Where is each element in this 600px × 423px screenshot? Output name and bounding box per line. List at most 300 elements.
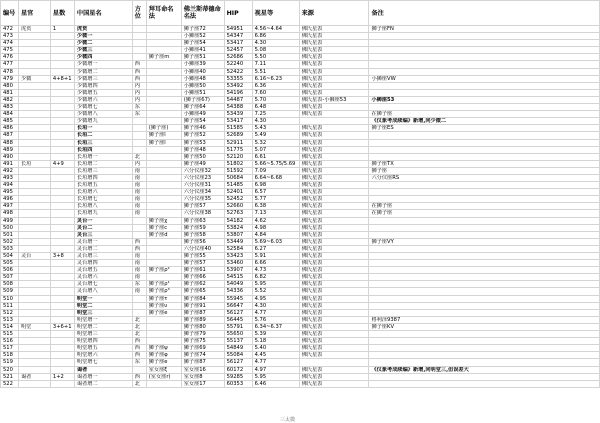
cell-source[interactable]: 佛氏星表 bbox=[299, 260, 369, 267]
cell-bayer[interactable]: 狮子座χ bbox=[146, 217, 181, 224]
cell-cn-name[interactable]: 少微增六 bbox=[74, 96, 132, 103]
table-row[interactable] bbox=[1, 352, 600, 359]
cell-mag[interactable]: 5.49 bbox=[252, 132, 299, 139]
table-row[interactable] bbox=[1, 260, 600, 267]
cell-count[interactable] bbox=[50, 153, 74, 160]
cell-count[interactable] bbox=[50, 224, 74, 231]
cell-bayer[interactable] bbox=[146, 89, 181, 96]
cell-dir[interactable]: 北 bbox=[132, 323, 146, 330]
cell-source[interactable]: 佛氏星表 bbox=[299, 125, 369, 132]
cell-note[interactable]: 在狮子座 bbox=[369, 210, 600, 217]
cell-no[interactable]: 497 bbox=[1, 203, 19, 210]
table-row[interactable] bbox=[1, 174, 600, 181]
cell-bayer[interactable] bbox=[146, 82, 181, 89]
cell-source[interactable]: 佛氏星表 bbox=[299, 182, 369, 189]
cell-hip[interactable]: 52452 bbox=[224, 196, 252, 203]
cell-dir[interactable]: 东 bbox=[132, 111, 146, 118]
cell-count[interactable] bbox=[50, 331, 74, 338]
cell-source[interactable]: 佛氏星表 bbox=[299, 146, 369, 153]
cell-source[interactable]: 佛氏星表 bbox=[299, 68, 369, 75]
table-row[interactable] bbox=[1, 210, 600, 217]
cell-cn-name[interactable]: 明堂增三 bbox=[74, 331, 132, 338]
cell-official[interactable] bbox=[18, 89, 50, 96]
cell-flamsteed[interactable]: 狮子座84 bbox=[181, 295, 224, 302]
cell-official[interactable] bbox=[18, 203, 50, 210]
table-row[interactable] bbox=[1, 189, 600, 196]
cell-no[interactable]: 482 bbox=[1, 96, 19, 103]
col-header-source[interactable]: 来源 bbox=[299, 1, 369, 26]
cell-hip[interactable]: 60172 bbox=[224, 366, 252, 373]
cell-flamsteed[interactable]: 狮子座72 bbox=[181, 26, 224, 33]
cell-count[interactable] bbox=[50, 167, 74, 174]
cell-mag[interactable]: 4.98 bbox=[252, 224, 299, 231]
cell-source[interactable]: 佛氏星表 bbox=[299, 47, 369, 54]
table-row[interactable] bbox=[1, 139, 600, 146]
cell-no[interactable]: 474 bbox=[1, 40, 19, 47]
cell-no[interactable]: 483 bbox=[1, 104, 19, 111]
cell-dir[interactable]: 西 bbox=[132, 338, 146, 345]
cell-cn-name[interactable]: 长垣增三 bbox=[74, 167, 132, 174]
cell-count[interactable] bbox=[50, 316, 74, 323]
cell-cn-name[interactable]: 灵台一 bbox=[74, 217, 132, 224]
col-header-bayer[interactable]: 拜耳命名法 bbox=[146, 1, 181, 26]
cell-bayer[interactable] bbox=[146, 316, 181, 323]
cell-count[interactable] bbox=[50, 274, 74, 281]
cell-dir[interactable]: 西 bbox=[132, 245, 146, 252]
cell-cn-name[interactable]: 长垣增五 bbox=[74, 182, 132, 189]
cell-mag[interactable]: 5.50 bbox=[252, 54, 299, 61]
cell-bayer[interactable] bbox=[146, 260, 181, 267]
cell-no[interactable]: 509 bbox=[1, 288, 19, 295]
cell-no[interactable]: 485 bbox=[1, 118, 19, 125]
cell-bayer[interactable] bbox=[146, 338, 181, 345]
table-row[interactable] bbox=[1, 111, 600, 118]
cell-count[interactable] bbox=[50, 366, 74, 373]
cell-note[interactable] bbox=[369, 47, 600, 54]
cell-note[interactable] bbox=[369, 61, 600, 68]
cell-cn-name[interactable]: 灵台二 bbox=[74, 224, 132, 231]
cell-flamsteed[interactable]: 狮子座79 bbox=[181, 331, 224, 338]
cell-mag[interactable]: 4.30 bbox=[252, 40, 299, 47]
cell-bayer[interactable] bbox=[146, 238, 181, 245]
cell-no[interactable]: 520 bbox=[1, 366, 19, 373]
cell-official[interactable] bbox=[18, 174, 50, 181]
cell-note[interactable] bbox=[369, 33, 600, 40]
cell-mag[interactable]: 4.84 bbox=[252, 231, 299, 238]
cell-bayer[interactable]: (狮子座) bbox=[146, 125, 181, 132]
cell-cn-name[interactable]: 少微增五 bbox=[74, 89, 132, 96]
col-header-flamsteed[interactable]: 佛兰斯蒂德命名法 bbox=[181, 1, 224, 26]
table-row[interactable] bbox=[1, 373, 600, 380]
cell-no[interactable]: 495 bbox=[1, 189, 19, 196]
cell-no[interactable]: 511 bbox=[1, 302, 19, 309]
cell-dir[interactable]: 南 bbox=[132, 174, 146, 181]
cell-mag[interactable]: 6.27 bbox=[252, 245, 299, 252]
cell-no[interactable]: 521 bbox=[1, 373, 19, 380]
cell-source[interactable]: 佛氏星表 bbox=[299, 196, 369, 203]
cell-bayer[interactable] bbox=[146, 104, 181, 111]
cell-flamsteed[interactable]: (狮子座67) bbox=[181, 96, 224, 103]
table-row[interactable] bbox=[1, 274, 600, 281]
cell-dir[interactable] bbox=[132, 217, 146, 224]
cell-bayer[interactable] bbox=[146, 210, 181, 217]
cell-mag[interactable]: 6.61 bbox=[252, 153, 299, 160]
cell-source[interactable]: 佛氏星表 bbox=[299, 61, 369, 68]
cell-mag[interactable]: 4.30 bbox=[252, 302, 299, 309]
cell-flamsteed[interactable]: 狮子座46 bbox=[181, 125, 224, 132]
cell-source[interactable]: 佛氏星表 bbox=[299, 245, 369, 252]
cell-mag[interactable]: 5.95 bbox=[252, 281, 299, 288]
cell-hip[interactable]: 53807 bbox=[224, 231, 252, 238]
cell-flamsteed[interactable]: 狮子座69 bbox=[181, 345, 224, 352]
cell-dir[interactable]: 北 bbox=[132, 153, 146, 160]
cell-flamsteed[interactable]: 小狮座49 bbox=[181, 111, 224, 118]
cell-mag[interactable]: 5.91 bbox=[252, 253, 299, 260]
cell-no[interactable]: 498 bbox=[1, 210, 19, 217]
cell-no[interactable]: 473 bbox=[1, 33, 19, 40]
cell-flamsteed[interactable]: 狮子座49 bbox=[181, 160, 224, 167]
cell-no[interactable]: 500 bbox=[1, 224, 19, 231]
cell-hip[interactable]: 53439 bbox=[224, 111, 252, 118]
cell-count[interactable] bbox=[50, 267, 74, 274]
cell-flamsteed[interactable]: 狮子座50 bbox=[181, 153, 224, 160]
cell-mag[interactable]: 5.43 bbox=[252, 125, 299, 132]
cell-dir[interactable]: 东 bbox=[132, 281, 146, 288]
cell-no[interactable]: 518 bbox=[1, 352, 19, 359]
cell-mag[interactable]: 4.95 bbox=[252, 295, 299, 302]
cell-official[interactable] bbox=[18, 68, 50, 75]
cell-no[interactable]: 489 bbox=[1, 146, 19, 153]
cell-count[interactable] bbox=[50, 118, 74, 125]
cell-hip[interactable]: 51485 bbox=[224, 182, 252, 189]
cell-dir[interactable]: 南 bbox=[132, 189, 146, 196]
cell-flamsteed[interactable]: 六分仪座31 bbox=[181, 182, 224, 189]
cell-official[interactable] bbox=[18, 153, 50, 160]
cell-dir[interactable] bbox=[132, 309, 146, 316]
cell-cn-name[interactable]: 明堂增五 bbox=[74, 345, 132, 352]
cell-hip[interactable]: 54182 bbox=[224, 217, 252, 224]
cell-source[interactable]: 佛氏星表 bbox=[299, 267, 369, 274]
cell-count[interactable] bbox=[50, 40, 74, 47]
cell-hip[interactable]: 55137 bbox=[224, 338, 252, 345]
cell-hip[interactable]: 53423 bbox=[224, 253, 252, 260]
table-row[interactable] bbox=[1, 47, 600, 54]
col-header-dir[interactable]: 方位 bbox=[132, 1, 146, 26]
cell-mag[interactable]: 4.30 bbox=[252, 118, 299, 125]
col-header-note[interactable]: 备注 bbox=[369, 1, 600, 26]
cell-mag[interactable]: 6.36 bbox=[252, 82, 299, 89]
table-row[interactable] bbox=[1, 253, 600, 260]
cell-source[interactable]: 佛氏星表 bbox=[299, 231, 369, 238]
table-row[interactable] bbox=[1, 68, 600, 75]
table-row[interactable] bbox=[1, 345, 600, 352]
cell-mag[interactable]: 4.62 bbox=[252, 217, 299, 224]
cell-count[interactable] bbox=[50, 380, 74, 387]
cell-note[interactable] bbox=[369, 288, 600, 295]
cell-bayer[interactable]: 狮子座m bbox=[146, 54, 181, 61]
cell-mag[interactable]: 6.16~6.23 bbox=[252, 75, 299, 82]
cell-no[interactable]: 522 bbox=[1, 380, 19, 387]
table-row[interactable] bbox=[1, 160, 600, 167]
cell-source[interactable]: 佛氏星表 bbox=[299, 302, 369, 309]
cell-hip[interactable]: 54336 bbox=[224, 288, 252, 295]
cell-note[interactable] bbox=[369, 224, 600, 231]
cell-source[interactable]: 佛氏星表 bbox=[299, 139, 369, 146]
cell-mag[interactable]: 6.64~6.68 bbox=[252, 174, 299, 181]
cell-bayer[interactable]: 狮子座c bbox=[146, 224, 181, 231]
cell-mag[interactable]: 4.73 bbox=[252, 267, 299, 274]
cell-flamsteed[interactable]: 六分仪座23 bbox=[181, 174, 224, 181]
cell-count[interactable] bbox=[50, 47, 74, 54]
cell-dir[interactable]: 西 bbox=[132, 68, 146, 75]
cell-mag[interactable]: 4.77 bbox=[252, 309, 299, 316]
cell-flamsteed[interactable]: 狮子座63 bbox=[181, 217, 224, 224]
table-row[interactable] bbox=[1, 118, 600, 125]
cell-no[interactable]: 516 bbox=[1, 338, 19, 345]
cell-flamsteed[interactable]: 室女座16 bbox=[181, 366, 224, 373]
cell-source[interactable]: 佛氏星表 bbox=[299, 380, 369, 387]
table-row[interactable] bbox=[1, 203, 600, 210]
table-row[interactable] bbox=[1, 295, 600, 302]
cell-count[interactable] bbox=[50, 281, 74, 288]
cell-mag[interactable]: 5.07 bbox=[252, 146, 299, 153]
cell-cn-name[interactable]: 明堂增一 bbox=[74, 316, 132, 323]
cell-source[interactable]: 佛氏星表 bbox=[299, 238, 369, 245]
cell-note[interactable]: 狮子座KV bbox=[369, 323, 600, 330]
cell-source[interactable] bbox=[299, 118, 369, 125]
cell-flamsteed[interactable]: 狮子座56 bbox=[181, 238, 224, 245]
cell-no[interactable]: 513 bbox=[1, 316, 19, 323]
cell-mag[interactable]: 5.51 bbox=[252, 68, 299, 75]
table-row[interactable] bbox=[1, 281, 600, 288]
cell-cn-name[interactable]: 少微四 bbox=[74, 54, 132, 61]
cell-bayer[interactable] bbox=[146, 153, 181, 160]
cell-dir[interactable] bbox=[132, 26, 146, 33]
cell-official[interactable] bbox=[18, 104, 50, 111]
cell-mag[interactable]: 6.82 bbox=[252, 274, 299, 281]
cell-official[interactable] bbox=[18, 139, 50, 146]
cell-flamsteed[interactable]: 狮子座62 bbox=[181, 281, 224, 288]
cell-count[interactable] bbox=[50, 245, 74, 252]
cell-dir[interactable] bbox=[132, 139, 146, 146]
cell-official[interactable]: 虎贲 bbox=[18, 26, 50, 33]
cell-dir[interactable] bbox=[132, 47, 146, 54]
cell-official[interactable] bbox=[18, 309, 50, 316]
cell-count[interactable] bbox=[50, 174, 74, 181]
cell-bayer[interactable] bbox=[146, 323, 181, 330]
table-row[interactable] bbox=[1, 75, 600, 82]
table-row[interactable] bbox=[1, 40, 600, 47]
cell-cn-name[interactable]: 长垣增九 bbox=[74, 210, 132, 217]
cell-dir[interactable]: 南 bbox=[132, 182, 146, 189]
cell-hip[interactable]: 55650 bbox=[224, 331, 252, 338]
cell-bayer[interactable] bbox=[146, 203, 181, 210]
cell-hip[interactable]: 53417 bbox=[224, 40, 252, 47]
cell-flamsteed[interactable]: 六分仪座32 bbox=[181, 167, 224, 174]
cell-source[interactable]: 佛氏星表 bbox=[299, 281, 369, 288]
cell-dir[interactable]: 南 bbox=[132, 288, 146, 295]
cell-cn-name[interactable]: 谒者增一 bbox=[74, 373, 132, 380]
table-row[interactable] bbox=[1, 316, 600, 323]
cell-mag[interactable]: 5.52 bbox=[252, 288, 299, 295]
cell-no[interactable]: 507 bbox=[1, 274, 19, 281]
table-row[interactable] bbox=[1, 61, 600, 68]
cell-official[interactable] bbox=[18, 274, 50, 281]
cell-flamsteed[interactable]: 六分仪座38 bbox=[181, 210, 224, 217]
cell-count[interactable] bbox=[50, 104, 74, 111]
cell-dir[interactable] bbox=[132, 231, 146, 238]
cell-mag[interactable]: 7.25 bbox=[252, 111, 299, 118]
cell-dir[interactable]: 西 bbox=[132, 61, 146, 68]
cell-source[interactable]: 佛氏星表 bbox=[299, 373, 369, 380]
cell-official[interactable] bbox=[18, 61, 50, 68]
cell-mag[interactable]: 4.56~4.64 bbox=[252, 26, 299, 33]
cell-note[interactable] bbox=[369, 196, 600, 203]
cell-flamsteed[interactable]: 六分仪座35 bbox=[181, 196, 224, 203]
cell-count[interactable] bbox=[50, 54, 74, 61]
cell-dir[interactable] bbox=[132, 54, 146, 61]
cell-dir[interactable]: 内 bbox=[132, 82, 146, 89]
cell-note[interactable] bbox=[369, 245, 600, 252]
table-row[interactable] bbox=[1, 338, 600, 345]
cell-source[interactable]: 佛氏星表 bbox=[299, 345, 369, 352]
cell-cn-name[interactable]: 少微增二 bbox=[74, 68, 132, 75]
table-row[interactable] bbox=[1, 331, 600, 338]
cell-hip[interactable]: 53824 bbox=[224, 224, 252, 231]
cell-source[interactable]: 佛氏星表 bbox=[299, 26, 369, 33]
cell-flamsteed[interactable]: 狮子座55 bbox=[181, 253, 224, 260]
cell-flamsteed[interactable]: 狮子座91 bbox=[181, 302, 224, 309]
cell-bayer[interactable] bbox=[146, 33, 181, 40]
table-row[interactable] bbox=[1, 33, 600, 40]
cell-count[interactable] bbox=[50, 146, 74, 153]
cell-mag[interactable]: 5.40 bbox=[252, 345, 299, 352]
cell-official[interactable] bbox=[18, 47, 50, 54]
cell-dir[interactable] bbox=[132, 146, 146, 153]
cell-mag[interactable]: 4.45 bbox=[252, 352, 299, 359]
cell-no[interactable]: 517 bbox=[1, 345, 19, 352]
cell-note[interactable] bbox=[369, 54, 600, 61]
cell-hip[interactable]: 52660 bbox=[224, 203, 252, 210]
table-row[interactable] bbox=[1, 238, 600, 245]
cell-count[interactable] bbox=[50, 302, 74, 309]
cell-count[interactable]: 4+8+1 bbox=[50, 75, 74, 82]
cell-count[interactable] bbox=[50, 345, 74, 352]
cell-note[interactable] bbox=[369, 89, 600, 96]
cell-bayer[interactable] bbox=[146, 331, 181, 338]
cell-cn-name[interactable]: 长垣增六 bbox=[74, 189, 132, 196]
cell-official[interactable] bbox=[18, 182, 50, 189]
cell-flamsteed[interactable]: 六分仪座34 bbox=[181, 189, 224, 196]
cell-source[interactable]: 佛氏星表 bbox=[299, 203, 369, 210]
cell-no[interactable]: 504 bbox=[1, 253, 19, 260]
cell-count[interactable] bbox=[50, 82, 74, 89]
cell-note[interactable]: 小狮座53 bbox=[369, 96, 600, 103]
cell-official[interactable] bbox=[18, 189, 50, 196]
cell-official[interactable] bbox=[18, 231, 50, 238]
cell-note[interactable] bbox=[369, 345, 600, 352]
cell-cn-name[interactable]: 明堂增四 bbox=[74, 338, 132, 345]
cell-no[interactable]: 476 bbox=[1, 54, 19, 61]
cell-count[interactable] bbox=[50, 132, 74, 139]
cell-hip[interactable]: 52763 bbox=[224, 210, 252, 217]
cell-source[interactable]: 佛氏星表 bbox=[299, 174, 369, 181]
cell-bayer[interactable]: 狮子座d bbox=[146, 231, 181, 238]
cell-mag[interactable]: 6.57 bbox=[252, 189, 299, 196]
cell-bayer[interactable]: 狮子座ψ bbox=[146, 345, 181, 352]
cell-dir[interactable]: 南 bbox=[132, 167, 146, 174]
cell-bayer[interactable]: (室女座r) bbox=[146, 373, 181, 380]
cell-no[interactable]: 502 bbox=[1, 238, 19, 245]
table-row[interactable] bbox=[1, 54, 600, 61]
cell-hip[interactable]: 52457 bbox=[224, 47, 252, 54]
cell-source[interactable]: 佛氏星表 bbox=[299, 274, 369, 281]
cell-cn-name[interactable]: 灵台三 bbox=[74, 231, 132, 238]
cell-dir[interactable]: 北 bbox=[132, 331, 146, 338]
cell-no[interactable]: 519 bbox=[1, 359, 19, 366]
cell-hip[interactable]: 54196 bbox=[224, 89, 252, 96]
cell-count[interactable]: 3+6+1 bbox=[50, 323, 74, 330]
table-row[interactable] bbox=[1, 231, 600, 238]
cell-hip[interactable]: 60353 bbox=[224, 380, 252, 387]
cell-count[interactable] bbox=[50, 33, 74, 40]
cell-cn-name[interactable]: 灵台增八 bbox=[74, 288, 132, 295]
table-row[interactable] bbox=[1, 309, 600, 316]
table-row[interactable] bbox=[1, 323, 600, 330]
cell-mag[interactable]: 5.08 bbox=[252, 47, 299, 54]
cell-source[interactable]: 佛氏星表 bbox=[299, 316, 369, 323]
cell-source[interactable]: 佛氏星表 bbox=[299, 75, 369, 82]
table-row[interactable] bbox=[1, 89, 600, 96]
cell-official[interactable] bbox=[18, 224, 50, 231]
cell-note[interactable] bbox=[369, 82, 600, 89]
cell-flamsteed[interactable]: 小狮座51 bbox=[181, 89, 224, 96]
cell-official[interactable] bbox=[18, 302, 50, 309]
cell-flamsteed[interactable]: 狮子座87 bbox=[181, 309, 224, 316]
cell-no[interactable]: 496 bbox=[1, 196, 19, 203]
cell-bayer[interactable] bbox=[146, 96, 181, 103]
cell-bayer[interactable] bbox=[146, 189, 181, 196]
cell-mag[interactable]: 5.95 bbox=[252, 373, 299, 380]
cell-count[interactable] bbox=[50, 96, 74, 103]
cell-cn-name[interactable]: 长垣四 bbox=[74, 146, 132, 153]
cell-no[interactable]: 484 bbox=[1, 111, 19, 118]
table-row[interactable] bbox=[1, 167, 600, 174]
cell-flamsteed[interactable]: 室女座17 bbox=[181, 380, 224, 387]
cell-official[interactable] bbox=[18, 146, 50, 153]
cell-no[interactable]: 506 bbox=[1, 267, 19, 274]
cell-flamsteed[interactable]: 狮子座57 bbox=[181, 260, 224, 267]
cell-no[interactable]: 487 bbox=[1, 132, 19, 139]
cell-cn-name[interactable]: 长垣增二 bbox=[74, 160, 132, 167]
cell-cn-name[interactable]: 长垣增七 bbox=[74, 196, 132, 203]
cell-note[interactable] bbox=[369, 132, 600, 139]
cell-bayer[interactable]: 狮子座ρ¹ bbox=[146, 281, 181, 288]
cell-hip[interactable]: 52689 bbox=[224, 132, 252, 139]
cell-cn-name[interactable]: 谒者 bbox=[74, 366, 132, 373]
cell-no[interactable]: 475 bbox=[1, 47, 19, 54]
cell-official[interactable] bbox=[18, 288, 50, 295]
cell-cn-name[interactable]: 长垣二 bbox=[74, 132, 132, 139]
cell-flamsteed[interactable]: 小狮座40 bbox=[181, 68, 224, 75]
cell-official[interactable] bbox=[18, 196, 50, 203]
cell-count[interactable] bbox=[50, 196, 74, 203]
cell-cn-name[interactable]: 少微增七 bbox=[74, 104, 132, 111]
cell-count[interactable] bbox=[50, 295, 74, 302]
cell-cn-name[interactable]: 长垣增八 bbox=[74, 203, 132, 210]
cell-flamsteed[interactable]: 狮子座89 bbox=[181, 316, 224, 323]
cell-official[interactable] bbox=[18, 33, 50, 40]
